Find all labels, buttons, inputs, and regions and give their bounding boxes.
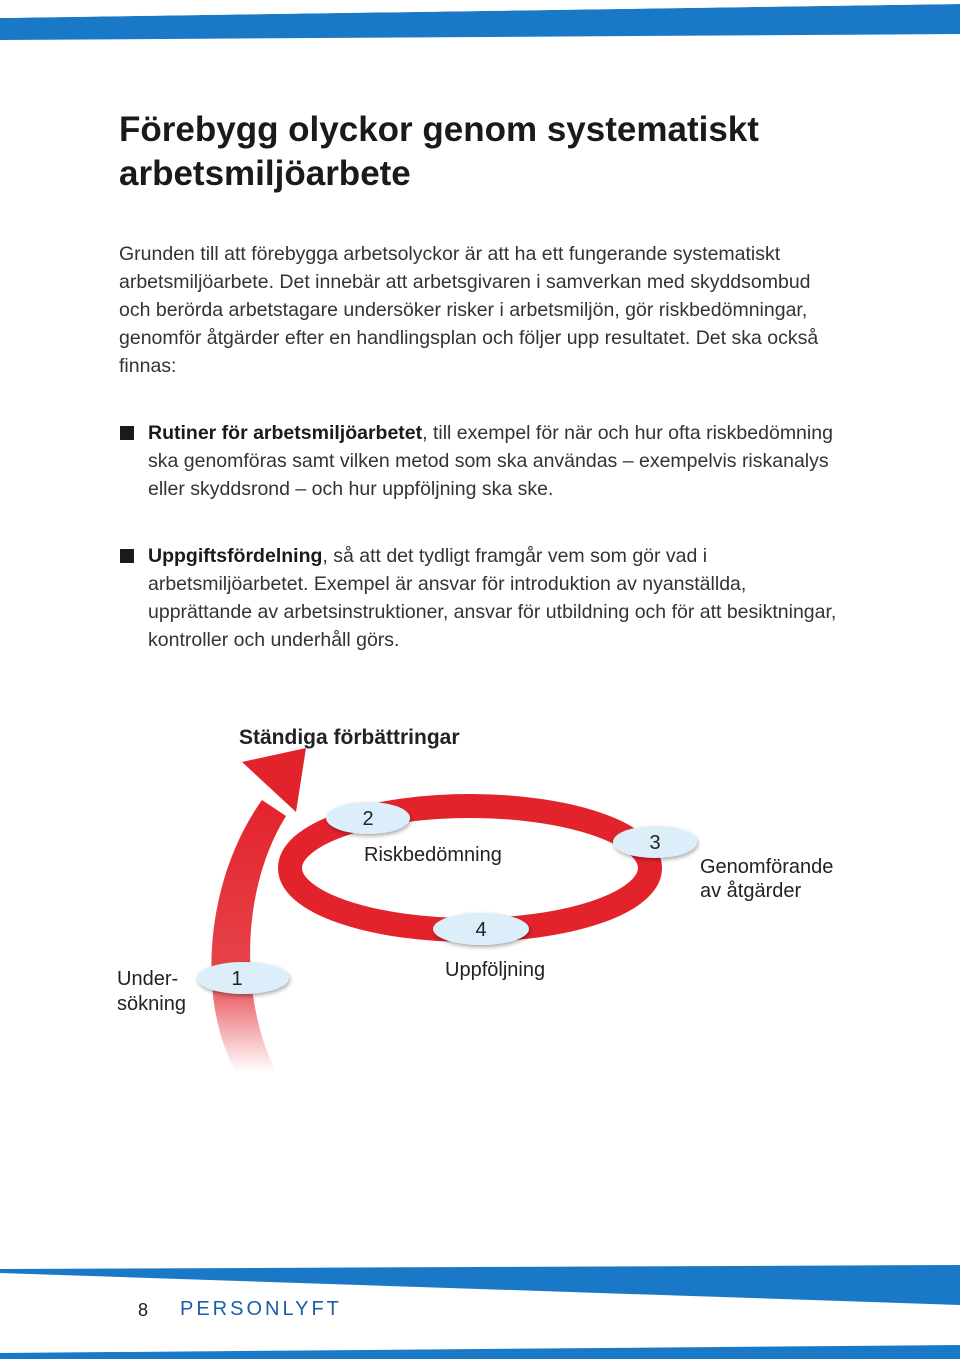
step-badge-4 <box>433 913 529 945</box>
bullet-task-allocation <box>148 542 838 654</box>
bullet-task-allocation-bold: Uppgiftsfördelning <box>148 545 323 567</box>
bullet-square-icon <box>120 426 134 440</box>
step-badge-2 <box>326 802 410 834</box>
step-label-genomforande-line1: Genomförande <box>700 856 834 878</box>
footer-brand: PERSONLYFT <box>180 1298 342 1320</box>
top-blue-band <box>0 0 960 40</box>
step-badge-1 <box>197 962 289 994</box>
bullet-routines <box>148 419 838 503</box>
step-badge-3 <box>613 826 697 858</box>
intro-paragraph: Grunden till att förebygga arbetsolyckor är att ha ett fungerande systematiskt arbetsmiljöarbete. Det innebär att arbetsgivaren i samverkan med skyddsombud och berörda arbetstagare undersöker risker i arbetsmiljön, gör riskbedömningar, genomför åtgärder efter en handlingsplan och följer upp resultatet. Det ska också finnas: <box>119 243 819 377</box>
step-number-2: 2 <box>362 808 374 830</box>
page-title: Förebygg olyckor genom systematiskt arbetsmiljöarbete <box>119 110 759 193</box>
step-number-3: 3 <box>649 832 661 854</box>
rising-arrow-shaft <box>211 800 286 1072</box>
step-label-undersokning-line1: Under- <box>117 968 179 990</box>
step-label-genomforande-line2: av åtgärder <box>700 880 802 902</box>
bullet-square-icon <box>120 549 134 563</box>
bullet-task-allocation-text: , så att det tydligt framgår vem som gör vad i arbetsmiljöarbetet. Exempel är ansvar för introduktion av nyanställda, upprättande av arbetsinstruktioner, ansvar för utbildning och för att besiktningar, kontroller och underhåll görs. <box>148 545 837 651</box>
page-number: 8 <box>138 1300 149 1320</box>
arrow-head-icon <box>242 748 306 812</box>
step-label-undersokning-line2: sökning <box>117 993 186 1015</box>
bullet-routines-text: , till exempel för när och hur ofta riskbedömning ska genomföras samt vilken metod som ska användas – exempelvis riskanalys eller skyddsrond – och hur uppföljning ska ske. <box>148 422 833 500</box>
step-label-uppfoljning: Uppföljning <box>445 959 546 981</box>
diagram-heading: Ständiga förbättringar <box>239 726 460 749</box>
step-number-1: 1 <box>231 968 243 990</box>
step-number-4: 4 <box>475 919 487 941</box>
step-label-riskbedomning: Riskbedömning <box>364 844 502 866</box>
bullet-routines-bold: Rutiner för arbetsmiljöarbetet <box>148 422 423 444</box>
improvement-cycle-diagram <box>0 700 960 1120</box>
